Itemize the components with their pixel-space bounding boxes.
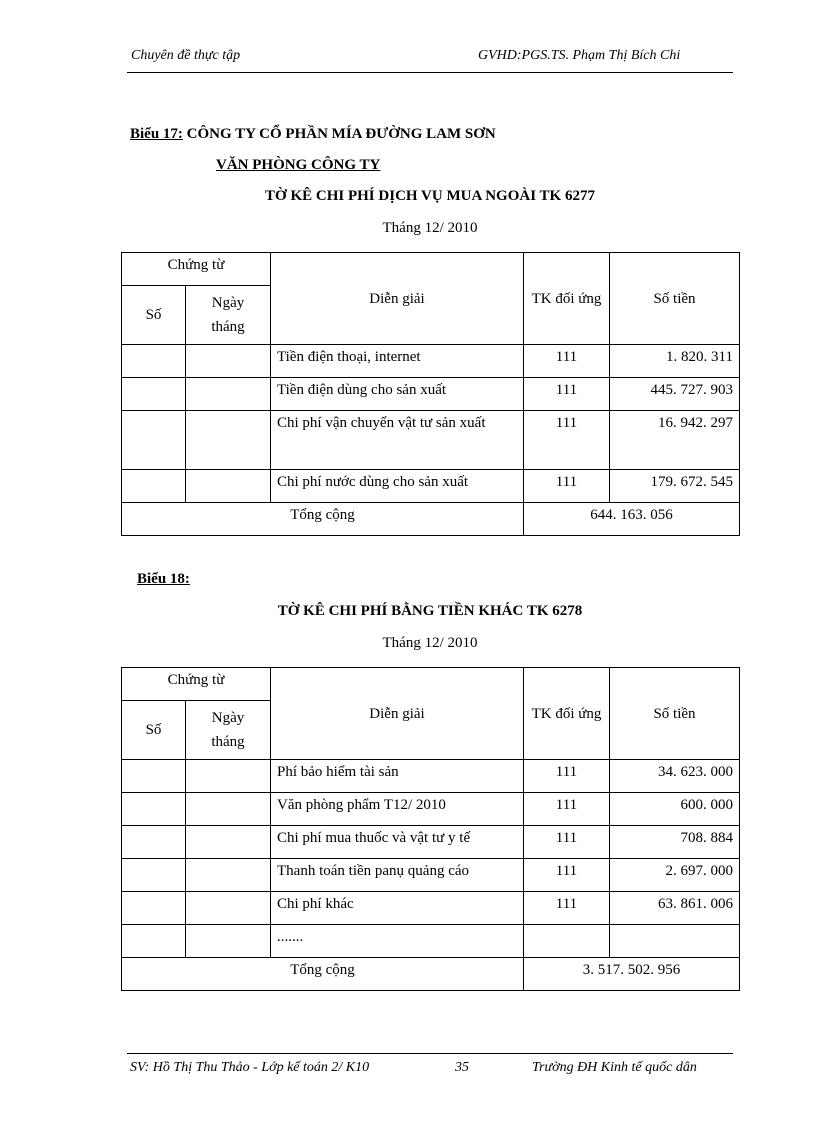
col-amount-header: Số tiền [610, 668, 740, 760]
table-row: Chi phí nước dùng cho sản xuất 111 179. 672. 545 [122, 470, 740, 503]
footer-rule [127, 1053, 733, 1054]
col-voucher-header: Chứng từ [122, 253, 271, 286]
form17-office: VĂN PHÒNG CÔNG TY [216, 157, 381, 173]
table-row: ....... [122, 925, 740, 958]
form18-title: TỜ KÊ CHI PHÍ BẰNG TIỀN KHÁC TK 6278 [277, 603, 583, 619]
col-description-header: Diễn giải [271, 668, 524, 760]
form17-label: Biểu 17: [130, 126, 183, 142]
table-row: Thanh toán tiền panụ quảng cáo 111 2. 697. 000 [122, 859, 740, 892]
table-row: Chi phí vận chuyển vật tư sản xuất 111 16. 942. 297 [122, 411, 740, 470]
table-row: Tiền điện thoại, internet 111 1. 820. 311 [122, 345, 740, 378]
total-label: Tổng cộng [122, 958, 524, 991]
footer-student: SV: Hồ Thị Thu Thảo - Lớp kế toán 2/ K10 [130, 1060, 370, 1075]
header-left: Chuyên đề thực tập [131, 48, 241, 63]
col-date-header: Ngày tháng [186, 701, 271, 760]
form17-company: CÔNG TY CỔ PHẦN MÍA ĐƯỜNG LAM SƠN [186, 126, 496, 142]
form17-table [121, 252, 740, 536]
form18-month: Tháng 12/ 2010 [382, 635, 478, 651]
form18-label: Biểu 18: [137, 571, 190, 587]
table-row: Chi phí khác 111 63. 861. 006 [122, 892, 740, 925]
footer-school: Trường ĐH Kinh tế quốc dân [532, 1060, 697, 1075]
header-rule [127, 72, 733, 73]
form17-heading [130, 126, 496, 143]
col-amount-header: Số tiền [610, 253, 740, 345]
col-date-header: Ngày tháng [186, 286, 271, 345]
total-label: Tổng cộng [122, 503, 524, 536]
form18-table [121, 667, 740, 991]
table-row: Chi phí mua thuốc và vật tư y tế 111 708. 884 [122, 826, 740, 859]
total-value: 3. 517. 502. 956 [524, 958, 740, 991]
table-row: Tiền điện dùng cho sản xuất 111 445. 727. 903 [122, 378, 740, 411]
col-voucher-header: Chứng từ [122, 668, 271, 701]
total-row [122, 958, 740, 991]
form17-month: Tháng 12/ 2010 [382, 220, 478, 236]
page-number: 35 [455, 1060, 469, 1075]
total-row [122, 503, 740, 536]
total-value: 644. 163. 056 [524, 503, 740, 536]
col-account-header: TK đối ứng [524, 253, 610, 345]
col-account-header: TK đối ứng [524, 668, 610, 760]
col-description-header: Diễn giải [271, 253, 524, 345]
col-number-header: Số [122, 701, 186, 760]
table-row: Phí bảo hiểm tài sản 111 34. 623. 000 [122, 760, 740, 793]
form17-title: TỜ KÊ CHI PHÍ DỊCH VỤ MUA NGOÀI TK 6277 [265, 188, 595, 204]
header-right: GVHD:PGS.TS. Phạm Thị Bích Chi [478, 48, 681, 63]
col-number-header: Số [122, 286, 186, 345]
table-row: Văn phòng phẩm T12/ 2010 111 600. 000 [122, 793, 740, 826]
